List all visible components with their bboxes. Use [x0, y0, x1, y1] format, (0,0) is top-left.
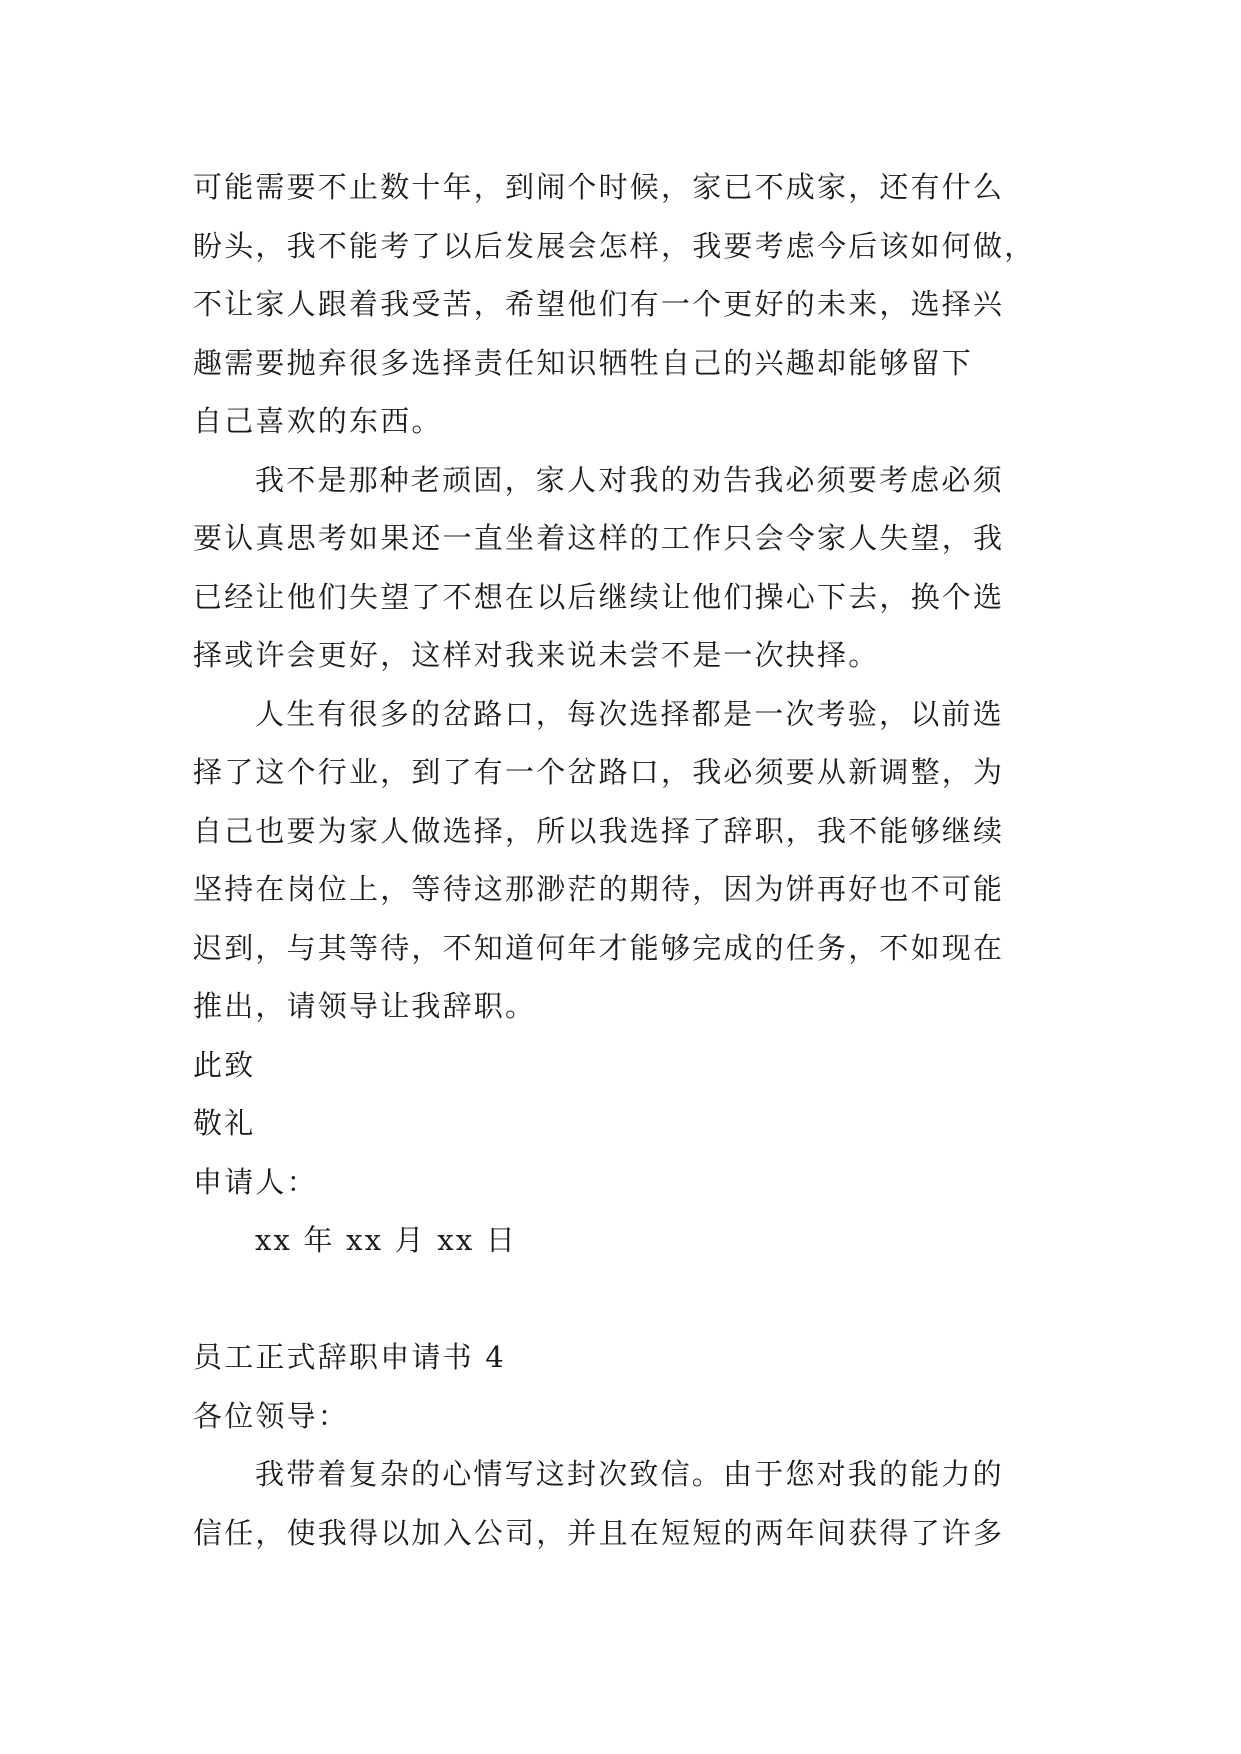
- date-line: xx 年 xx 月 xx 日: [255, 1223, 518, 1257]
- text-line: 信任，使我得以加入公司，并且在短短的两年间获得了许多: [193, 1515, 1005, 1550]
- text-line: 已经让他们失望了不想在以后继续让他们操心下去，换个选: [193, 579, 1005, 614]
- text-line: 迟到，与其等待，不知道何年才能够完成的任务，不如现在: [193, 930, 1005, 965]
- section-gap: [193, 1270, 1059, 1329]
- text-line: 要认真思考如果还一直坐着这样的工作只会令家人失望，我: [193, 521, 1005, 555]
- letter-closing: [193, 1036, 1059, 1270]
- document-page: [193, 158, 1059, 1562]
- text-line: 人生有很多的岔路口，每次选择都是一次考验，以前选: [255, 696, 1004, 731]
- text-line: 推出，请领导让我辞职。: [193, 989, 537, 1023]
- text-line: 盼头，我不能考了以后发展会怎样，我要考虑今后该如何做，: [193, 228, 1036, 263]
- text-line: 我不是那种老顽固，家人对我的劝告我必须要考虑必须: [255, 462, 1004, 497]
- text-line: 不让家人跟着我受苦，希望他们有一个更好的未来，选择兴: [193, 287, 1005, 321]
- paragraph-1: [193, 158, 1059, 451]
- next-letter: [193, 1328, 1059, 1562]
- section-title: 员工正式辞职申请书 4: [193, 1340, 506, 1374]
- text-line: 自己也要为家人做选择，所以我选择了辞职，我不能够继续: [193, 813, 1005, 848]
- text-line: 择或许会更好，这样对我来说未尝不是一次抉择。: [193, 638, 880, 672]
- paragraph-3: [193, 685, 1059, 1036]
- applicant-label: 申请人：: [193, 1164, 318, 1199]
- text-line: 我带着复杂的心情写这封次致信。由于您对我的能力的: [255, 1457, 1004, 1491]
- salutation-cizhi: 此致: [193, 1047, 256, 1082]
- text-line: 可能需要不止数十年，到闹个时候，家已不成家，还有什么: [193, 170, 1005, 204]
- greeting: 各位领导：: [193, 1398, 350, 1433]
- text-line: 趣需要抛弃很多选择责任知识牺牲自己的兴趣却能够留下: [193, 345, 974, 380]
- text-line: 择了这个行业，到了有一个岔路口，我必须要从新调整，为: [193, 755, 1005, 789]
- text-line: 自己喜欢的东西。: [193, 404, 443, 438]
- text-line: 坚持在岗位上，等待这那渺茫的期待，因为饼再好也不可能: [193, 872, 1005, 906]
- salutation-jingli: 敬礼: [193, 1106, 256, 1140]
- paragraph-2: [193, 451, 1059, 685]
